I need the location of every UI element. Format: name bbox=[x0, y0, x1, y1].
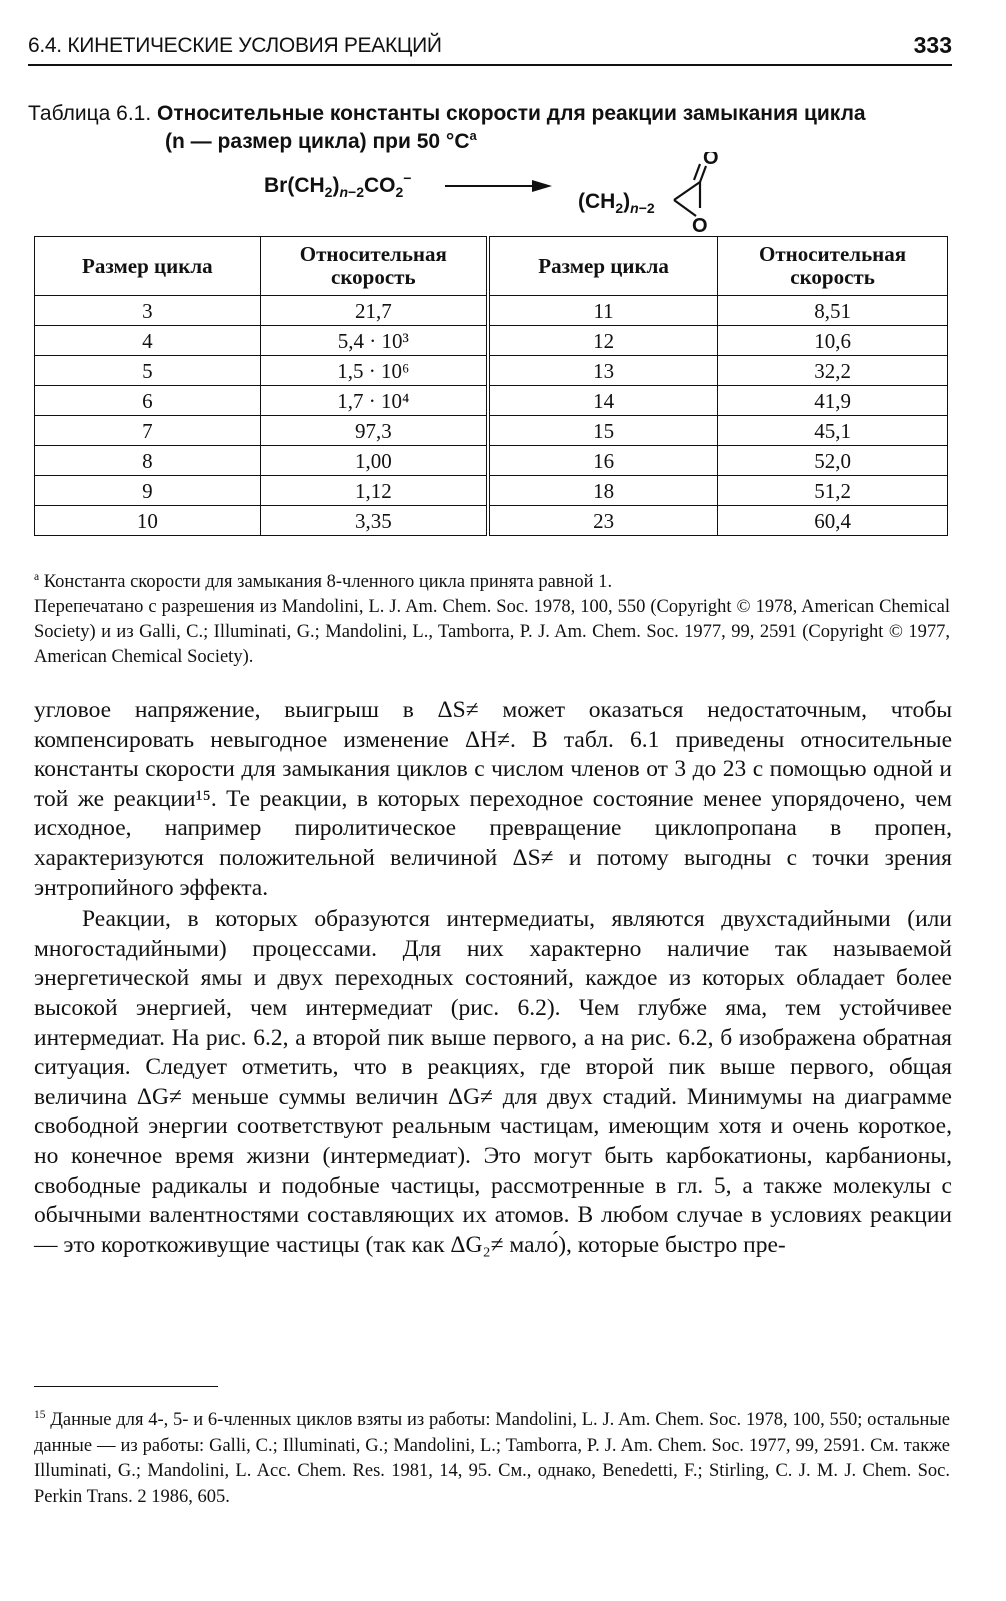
table-cell: 41,9 bbox=[718, 386, 948, 416]
carbonyl-double-bond-b bbox=[694, 164, 700, 180]
table-cell: 45,1 bbox=[718, 416, 948, 446]
table-cell: 8 bbox=[35, 446, 261, 476]
paragraph-2: Реакции, в которых образуются интермедиаты, являются двухстадийными (или многостадийными) процессами. Для них характерно наличие так называемой энергетической ямы и двух переходных состояний, каждое из которых обладает более высокой энергией, чем интермедиат (рис. 6.2). Чем глубже яма, тем устойчивее интермедиат. На рис. 6.2, а второй пик выше первого, а на рис. 6.2, б изображена обратная ситуация. Следует отметить, что в реакциях, где второй пик выше первого, общая величина ΔG≠ меньше суммы величин ΔG≠ для двух стадий. Минимумы на диаграмме свободной энергии соответствуют реальным частицам, имеющим хотя и очень короткое, но конечное время жизни (интермедиат). Это могут быть карбокатионы, карбанионы, свободные радикалы и подобные частицы, рассмотренные в гл. 5, а также молекулы с обычными валентностями составляющих их атомов. В любом случае в условиях реакции — это короткоживущие частицы (так как ΔG₂≠ мало́), которые быстро пре- bbox=[34, 906, 952, 1258]
running-head-title: 6.4. КИНЕТИЧЕСКИЕ УСЛОВИЯ РЕАКЦИЙ bbox=[28, 34, 442, 57]
reaction-scheme-svg bbox=[260, 152, 760, 232]
table-cell: 97,3 bbox=[260, 416, 488, 446]
table-note-mark: a bbox=[469, 128, 477, 143]
table-footnote-source: Перепечатано с разрешения из Mandolini, L. J. Am. Chem. Soc. 1978, 100, 550 (Copyright © 1978, American Chemical Society) и из Galli, C.; Illuminati, G.; Mandolini, L., Tamborra, P. J. Am. Chem. Soc. 1977, 99, 2591 (Copyright © 1977, American Chemical Society). bbox=[34, 597, 950, 667]
table-cell: 1,00 bbox=[260, 446, 488, 476]
table-cell: 4 bbox=[35, 326, 261, 356]
table-cell: 8,51 bbox=[718, 296, 948, 326]
table-title-line1: Относительные константы скорости для реакции замыкания цикла bbox=[157, 102, 866, 125]
col-header-ring-size-1: Размер цикла bbox=[35, 237, 261, 296]
paragraph-1: угловое напряжение, выигрыш в ΔS≠ может оказаться недостаточным, чтобы компенсировать невыгодное изменение ΔH≠. В табл. 6.1 приведены относительные константы скорости для замыкания циклов с числом членов от 3 до 23 с помощью одной и той же реакции¹⁵. Те реакции, в которых переходное состояние менее упорядочено, чем исходное, например пиролитическое превращение циклопропана в пропен, характеризуются положительной величиной ΔS≠ и потому выгодны с точки зрения энтропийного эффекта. bbox=[34, 697, 952, 901]
reaction-scheme bbox=[260, 152, 760, 232]
table-cell: 18 bbox=[488, 476, 718, 506]
table-cell: 9 bbox=[35, 476, 261, 506]
ring-bond-bottom bbox=[674, 200, 696, 216]
table-cell: 32,2 bbox=[718, 356, 948, 386]
table-row bbox=[35, 476, 948, 506]
running-head bbox=[28, 30, 952, 66]
table-cell: 11 bbox=[488, 296, 718, 326]
table-row bbox=[35, 386, 948, 416]
footnote-15 bbox=[34, 1408, 950, 1510]
table-cell: 16 bbox=[488, 446, 718, 476]
table-cell: 3 bbox=[35, 296, 261, 326]
carbonyl-oxygen: O bbox=[703, 152, 719, 169]
table-header-row bbox=[35, 237, 948, 296]
table-cell: 52,0 bbox=[718, 446, 948, 476]
table-cell: 10 bbox=[35, 506, 261, 536]
table-label: Таблица 6.1. bbox=[28, 102, 152, 125]
table-row bbox=[35, 416, 948, 446]
table-row bbox=[35, 356, 948, 386]
table-footnote-mark: a bbox=[34, 570, 40, 583]
table-cell: 3,35 bbox=[260, 506, 488, 536]
table-cell: 7 bbox=[35, 416, 261, 446]
table-footnote-line1: Константа скорости для замыкания 8-членного цикла принята равной 1. bbox=[43, 572, 613, 592]
footnote-number: 15 bbox=[34, 1408, 46, 1421]
col-header-rel-rate-1: Относительная скорость bbox=[260, 237, 488, 296]
table-cell: 1,7 · 10⁴ bbox=[260, 386, 488, 416]
page-number: 333 bbox=[913, 32, 952, 58]
table-cell: 12 bbox=[488, 326, 718, 356]
table-caption bbox=[28, 100, 958, 156]
table-cell: 23 bbox=[488, 506, 718, 536]
arrow-head-icon bbox=[532, 180, 552, 192]
table-cell: 1,5 · 10⁶ bbox=[260, 356, 488, 386]
table-row bbox=[35, 446, 948, 476]
table-cell: 5,4 · 10³ bbox=[260, 326, 488, 356]
table-cell: 60,4 bbox=[718, 506, 948, 536]
table-row bbox=[35, 506, 948, 536]
table-row bbox=[35, 326, 948, 356]
col-header-ring-size-2: Размер цикла bbox=[488, 237, 718, 296]
table-cell: 5 bbox=[35, 356, 261, 386]
table-title-line2: (n — размер цикла) при 50 °C bbox=[165, 130, 470, 153]
body-text bbox=[34, 696, 952, 1260]
product-formula: $(CH_2)_n-2$ bbox=[578, 190, 655, 216]
ring-oxygen: O bbox=[692, 215, 708, 232]
footnote-divider bbox=[34, 1386, 218, 1387]
table-cell: 10,6 bbox=[718, 326, 948, 356]
rate-constants-table bbox=[34, 236, 948, 536]
table-cell: 51,2 bbox=[718, 476, 948, 506]
table-cell: 6 bbox=[35, 386, 261, 416]
table-cell: 14 bbox=[488, 386, 718, 416]
footnote-text: Данные для 4-, 5- и 6-членных циклов взяты из работы: Mandolini, L. J. Am. Chem. Soc. 1978, 100, 550; остальные данные — из работы: Galli, C.; Illuminati, G.; Mandolini, L.; Tamborra, P. J. Am. Chem. Soc. 1977, 99, 2591. См. также Illuminati, G.; Mandolini, L. Acc. Chem. Res. 1981, 14, 95. См., однако, Benedetti, F.; Stirling, C. J. M. J. Chem. Soc. Perkin Trans. 2 1986, 605. bbox=[34, 1410, 950, 1507]
table-cell: 15 bbox=[488, 416, 718, 446]
table-row bbox=[35, 296, 948, 326]
table-cell: 1,12 bbox=[260, 476, 488, 506]
reactant-formula: $Br(CH_2)_n-2CO_2^-$ bbox=[264, 170, 412, 200]
table-cell: 21,7 bbox=[260, 296, 488, 326]
col-header-rel-rate-2: Относительная скорость bbox=[718, 237, 948, 296]
ring-bond-top bbox=[674, 182, 700, 200]
table-footnote bbox=[34, 570, 950, 670]
table-cell: 13 bbox=[488, 356, 718, 386]
